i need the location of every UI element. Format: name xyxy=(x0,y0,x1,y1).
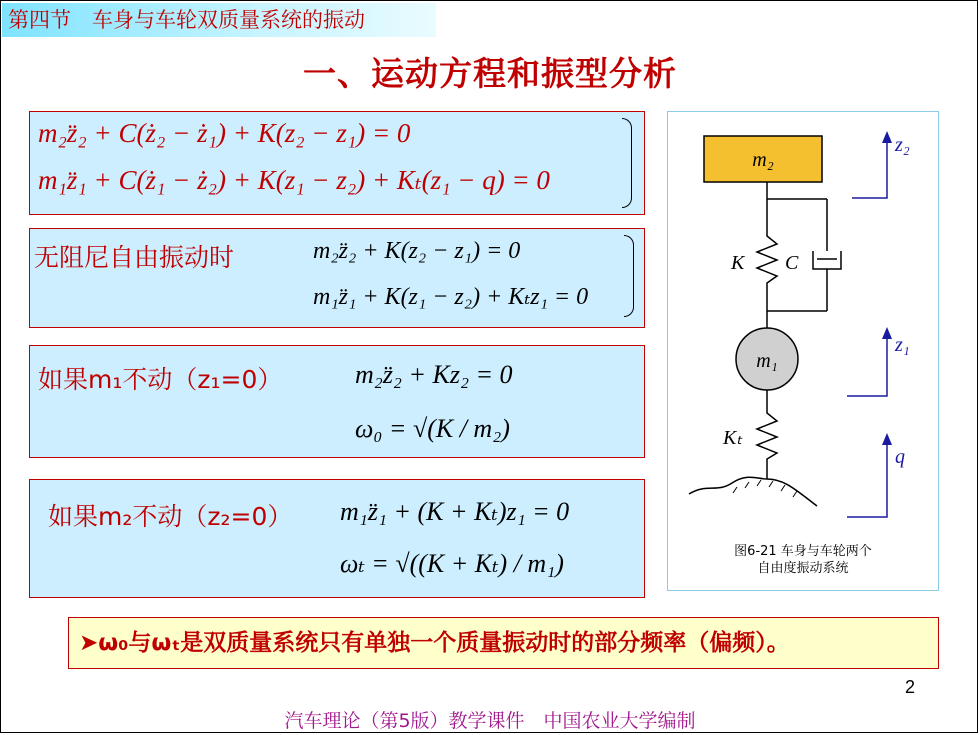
equation-m1-fixed-1: m₂z̈₂ + Kz₂ = 0 xyxy=(355,360,513,389)
c-label: C xyxy=(785,252,799,274)
equation-omega0: ω₀ = √(K / m₂) xyxy=(355,414,510,443)
q-label: q xyxy=(895,446,905,468)
z2-label: z₂ xyxy=(895,134,910,156)
m2-label: m₂ xyxy=(752,149,774,171)
z2-coordinate-arrow xyxy=(852,139,887,198)
m1-fixed-label: 如果m₁不动（z₁=0） xyxy=(38,365,283,394)
slide-title: 一、运动方程和振型分析 xyxy=(303,54,677,93)
brace-2 xyxy=(624,235,634,317)
undamped-label: 无阻尼自由振动时 xyxy=(34,243,235,272)
equation-m2-fixed-1: m₁z̈₁ + (K + Kₜ)z₁ = 0 xyxy=(340,497,570,526)
figure-caption-line1: 图6-21 车身与车轮两个 xyxy=(734,544,872,559)
spring-kt xyxy=(757,390,777,479)
brace-1 xyxy=(622,118,632,208)
equation-undamped-1: m₂z̈₂ + K(z₂ − z₁) = 0 xyxy=(313,238,521,264)
two-dof-diagram xyxy=(667,111,939,541)
section-tag: 第四节 车身与车轮双质量系统的振动 xyxy=(2,3,436,37)
k-label: K xyxy=(731,252,745,274)
equation-full-2: m₁z̈₁ + C(ż₁ − ż₂) + K(z₁ − z₂) + Kₜ(z₁ − q) = 0 xyxy=(38,165,550,195)
spring-k xyxy=(757,199,777,311)
road-profile xyxy=(689,477,817,506)
m1-label: m₁ xyxy=(756,350,778,372)
q-coordinate-arrow xyxy=(847,441,887,517)
kt-label: Kₜ xyxy=(723,427,743,449)
footer-text: 汽车理论（第5版）教学课件 中国农业大学编制 xyxy=(284,710,696,732)
z1-label: z₁ xyxy=(895,334,910,356)
equation-undamped-2: m₁z̈₁ + K(z₁ − z₂) + Kₜz₁ = 0 xyxy=(313,284,589,310)
damper-c xyxy=(813,251,841,269)
z1-coordinate-arrow xyxy=(847,335,887,396)
page-number: 2 xyxy=(905,677,916,697)
m2-fixed-label: 如果m₂不动（z₂=0） xyxy=(48,502,293,531)
equation-omegat: ωₜ = √((K + Kₜ) / m₁) xyxy=(340,549,564,578)
figure-caption-line2: 自由度振动系统 xyxy=(757,561,849,576)
equation-full-1: m₂z̈₂ + C(ż₂ − ż₁) + K(z₂ − z₁) = 0 xyxy=(38,118,411,148)
partial-frequency-note: ➤ω₀与ωₜ是双质量系统只有单独一个质量振动时的部分频率（偏频）。 xyxy=(68,617,939,669)
